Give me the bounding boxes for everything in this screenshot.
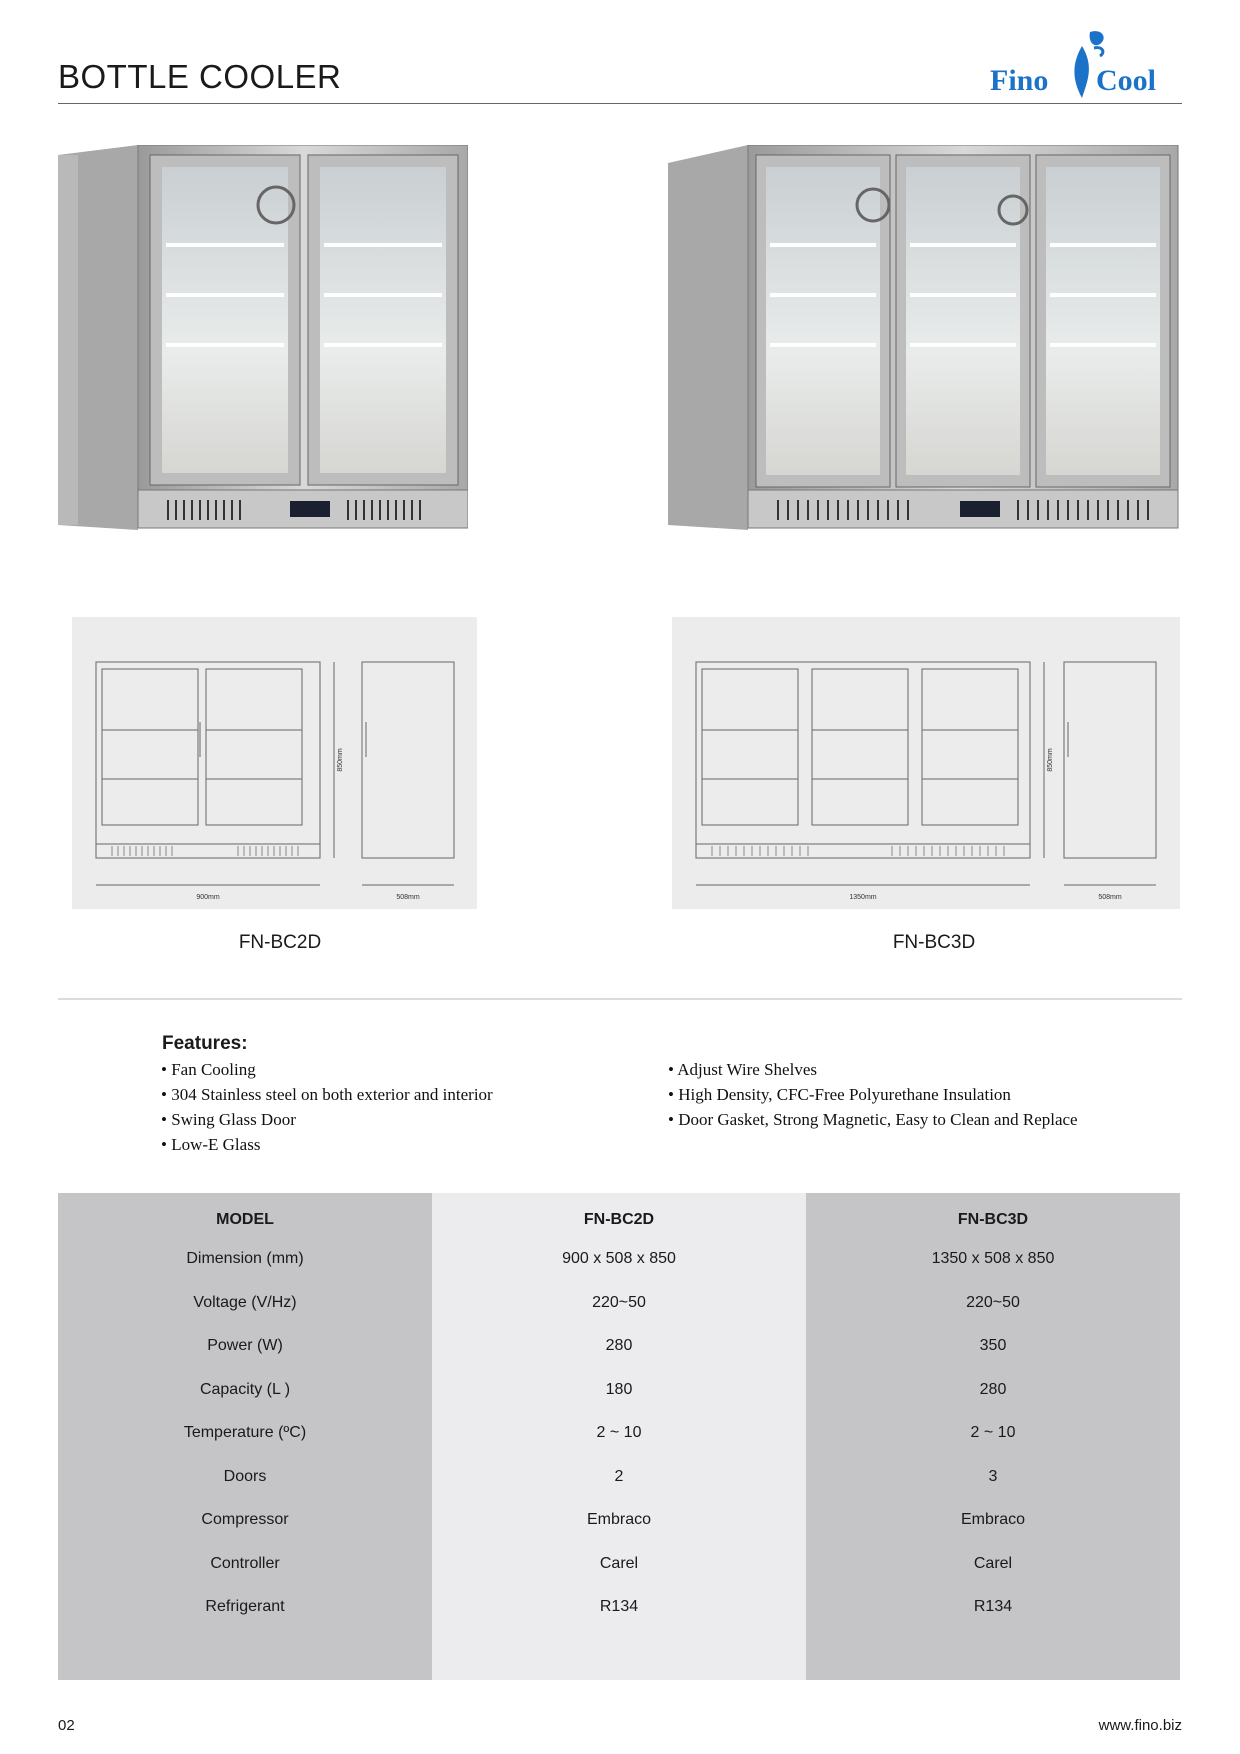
feature-item: • Low-E Glass	[161, 1135, 261, 1154]
spec-value-cell: 280	[979, 1380, 1007, 1398]
feature-item: • High Density, CFC-Free Polyurethane Insulation	[668, 1085, 1011, 1104]
logo-left-text: Fino	[990, 64, 1049, 97]
page-number: 02	[58, 1717, 75, 1734]
product-photo-3-door	[668, 145, 1182, 545]
spec-value-cell: 350	[979, 1337, 1007, 1354]
feature-item: • Swing Glass Door	[161, 1110, 296, 1129]
feature-item: • Adjust Wire Shelves	[668, 1060, 817, 1079]
spec-header-cell: MODEL	[216, 1211, 274, 1228]
spec-value-cell: Carel	[973, 1554, 1013, 1572]
spec-row-label: Voltage (V/Hz)	[193, 1293, 297, 1311]
spec-value-cell: 220~50	[592, 1293, 646, 1311]
spec-value-cell: 1350 x 508 x 850	[931, 1250, 1055, 1267]
spec-value-cell: 280	[605, 1337, 633, 1354]
spec-row-label: Doors	[223, 1467, 267, 1485]
spec-value-cell: 2	[614, 1467, 624, 1485]
spec-value-cell: Embraco	[586, 1511, 652, 1528]
technical-drawing-2-door	[72, 617, 477, 909]
water-drop-icon	[1074, 46, 1089, 98]
spec-value-cell: R134	[973, 1598, 1013, 1615]
header-divider	[58, 103, 1182, 104]
height-dimension-label: 850mm	[1047, 748, 1054, 772]
spec-row-label: Refrigerant	[205, 1598, 285, 1615]
feature-item: • Fan Cooling	[161, 1060, 256, 1079]
spec-column-fn-bc2d	[432, 1193, 806, 1680]
depth-dimension-label: 508mm	[396, 894, 420, 901]
spec-row-label: Dimension (mm)	[186, 1250, 304, 1267]
width-dimension-label: 1350mm	[849, 894, 877, 901]
spec-column-fn-bc3d	[806, 1193, 1180, 1680]
feature-item: • Door Gasket, Strong Magnetic, Easy to Clean and Replace	[668, 1110, 1078, 1129]
spec-row-label: Controller	[210, 1554, 280, 1572]
height-dimension-label: 850mm	[337, 748, 344, 772]
spec-row-label: Capacity (L )	[199, 1380, 291, 1398]
product-photo-2-door	[58, 145, 468, 545]
fino-cool-logo	[990, 26, 1184, 102]
feature-item: • 304 Stainless steel on both exterior and interior	[161, 1085, 493, 1104]
spec-value-cell: Carel	[599, 1554, 639, 1572]
spec-value-cell: 220~50	[966, 1293, 1020, 1311]
website-url: www.fino.biz	[1098, 1717, 1182, 1734]
spec-value-cell: R134	[599, 1598, 639, 1615]
model-label-2-door: FN-BC2D	[238, 932, 322, 953]
width-dimension-label: 900mm	[196, 894, 220, 901]
spec-row-label: Temperature (ºC)	[183, 1424, 307, 1441]
depth-dimension-label: 508mm	[1098, 894, 1122, 901]
spec-column-labels	[58, 1193, 432, 1680]
model-label-3-door: FN-BC3D	[892, 932, 976, 953]
spec-value-cell: Embraco	[960, 1511, 1026, 1528]
spec-row-label: Power (W)	[207, 1337, 283, 1354]
page-title: BOTTLE COOLER	[58, 58, 342, 95]
features-heading: Features:	[162, 1033, 248, 1054]
spec-value-cell: 180	[605, 1380, 633, 1398]
small-drop-icon	[1090, 31, 1104, 45]
spec-value-cell: 3	[988, 1467, 998, 1485]
technical-drawing-3-door	[672, 617, 1180, 909]
spec-value-cell: 2 ~ 10	[970, 1424, 1016, 1441]
spec-header-cell: FN-BC3D	[957, 1211, 1029, 1228]
spec-value-cell: 900 x 508 x 850	[562, 1250, 676, 1267]
spec-value-cell: 2 ~ 10	[596, 1424, 642, 1441]
spec-header-cell: FN-BC2D	[583, 1211, 655, 1228]
section-divider	[58, 998, 1182, 1000]
logo-right-text: Cool	[1096, 64, 1156, 97]
spec-row-label: Compressor	[201, 1511, 289, 1528]
